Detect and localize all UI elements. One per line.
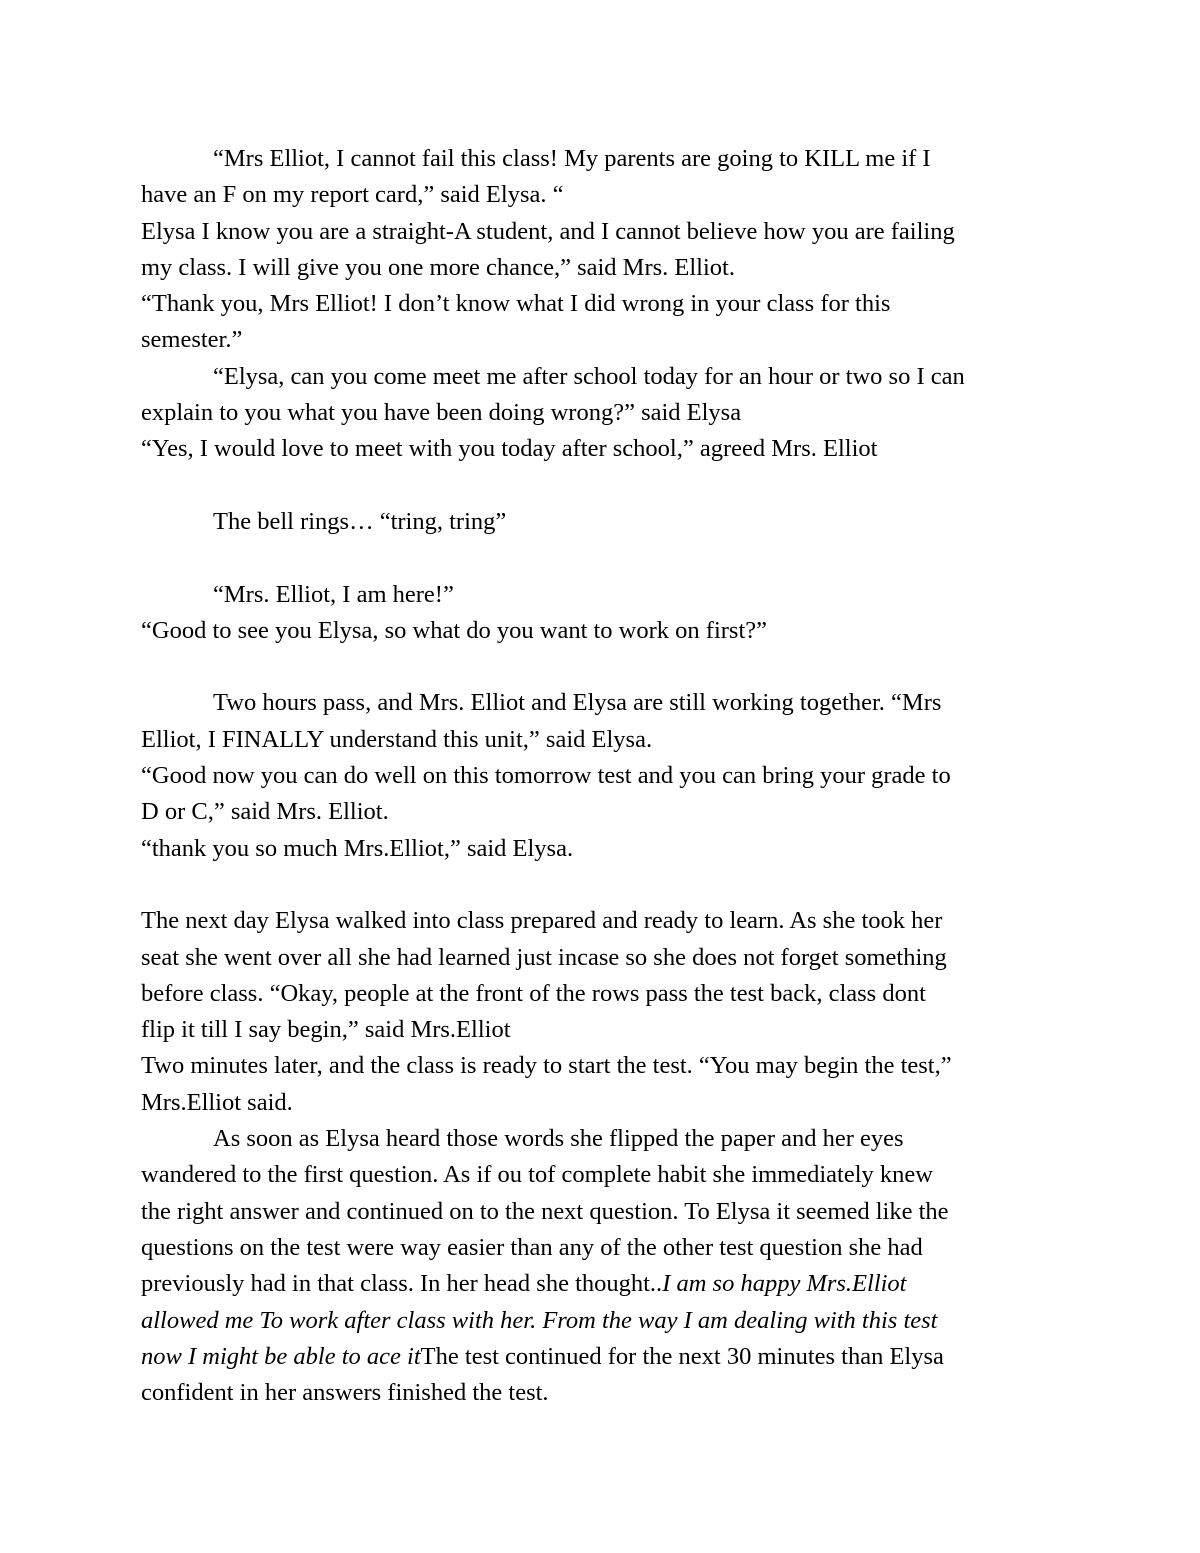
text-line: Mrs.Elliot said. (141, 1088, 293, 1116)
text-line (141, 1339, 1101, 1375)
text-line: before class. “Okay, people at the front of the rows pass the test back, class dont (141, 979, 926, 1007)
blank-line (141, 540, 1101, 576)
italic-thought: allowed me To work after class with her. From the way I am dealing with this test (141, 1306, 938, 1334)
text-line: As soon as Elysa heard those words she flipped the paper and her eyes (213, 1125, 904, 1153)
text-segment: The test continued for the next 30 minutes than Elysa (420, 1342, 944, 1370)
text-line: The bell rings… “tring, tring” (213, 507, 507, 535)
text-line: confident in her answers finished the test. (141, 1379, 549, 1407)
text-line: Elysa I know you are a straight-A student, and I cannot believe how you are failing (141, 217, 955, 245)
text-line: explain to you what you have been doing wrong?” said Elysa (141, 399, 742, 427)
text-line: seat she went over all she had learned just incase so she does not forget something (141, 943, 947, 971)
blank-line (141, 468, 1101, 504)
text-line: “thank you so much Mrs.Elliot,” said Elysa. (141, 834, 574, 862)
text-line: semester.” (141, 326, 243, 354)
text-line: have an F on my report card,” said Elysa. “ (141, 181, 564, 209)
text-line: The next day Elysa walked into class prepared and ready to learn. As she took her (141, 907, 943, 935)
text-line: my class. I will give you one more chance,” said Mrs. Elliot. (141, 253, 735, 281)
text-line: flip it till I say begin,” said Mrs.Elliot (141, 1016, 511, 1044)
text-line: wandered to the first question. As if ou tof complete habit she immediately knew (141, 1161, 933, 1189)
text-segment: previously had in that class. In her head she thought.. (141, 1270, 663, 1298)
italic-thought: now I might be able to ace it (141, 1342, 421, 1370)
text-line: “Good to see you Elysa, so what do you want to work on first?” (141, 616, 767, 644)
text-line: D or C,” said Mrs. Elliot. (141, 798, 389, 826)
text-line (141, 1303, 1101, 1339)
document-body (141, 141, 1101, 1411)
italic-thought: I am so happy Mrs.Elliot (662, 1270, 907, 1298)
text-line: “Thank you, Mrs Elliot! I don’t know what I did wrong in your class for this (141, 290, 891, 318)
text-line: Two minutes later, and the class is ready to start the test. “You may begin the test,” (141, 1052, 952, 1080)
text-line (141, 1266, 1101, 1302)
text-line: “Elysa, can you come meet me after school today for an hour or two so I can (213, 362, 965, 390)
text-line: the right answer and continued on to the next question. To Elysa it seemed like the (141, 1197, 949, 1225)
text-line: “Good now you can do well on this tomorrow test and you can bring your grade to (141, 762, 951, 790)
text-line: Two hours pass, and Mrs. Elliot and Elysa are still working together. “Mrs (213, 689, 942, 717)
text-line: “Yes, I would love to meet with you today after school,” agreed Mrs. Elliot (141, 435, 878, 463)
text-line: “Mrs. Elliot, I am here!” (213, 580, 454, 608)
text-line: Elliot, I FINALLY understand this unit,” said Elysa. (141, 725, 653, 753)
blank-line (141, 867, 1101, 903)
text-line: “Mrs Elliot, I cannot fail this class! My parents are going to KILL me if I (213, 145, 931, 172)
blank-line (141, 649, 1101, 685)
text-line: questions on the test were way easier than any of the other test question she had (141, 1233, 923, 1261)
